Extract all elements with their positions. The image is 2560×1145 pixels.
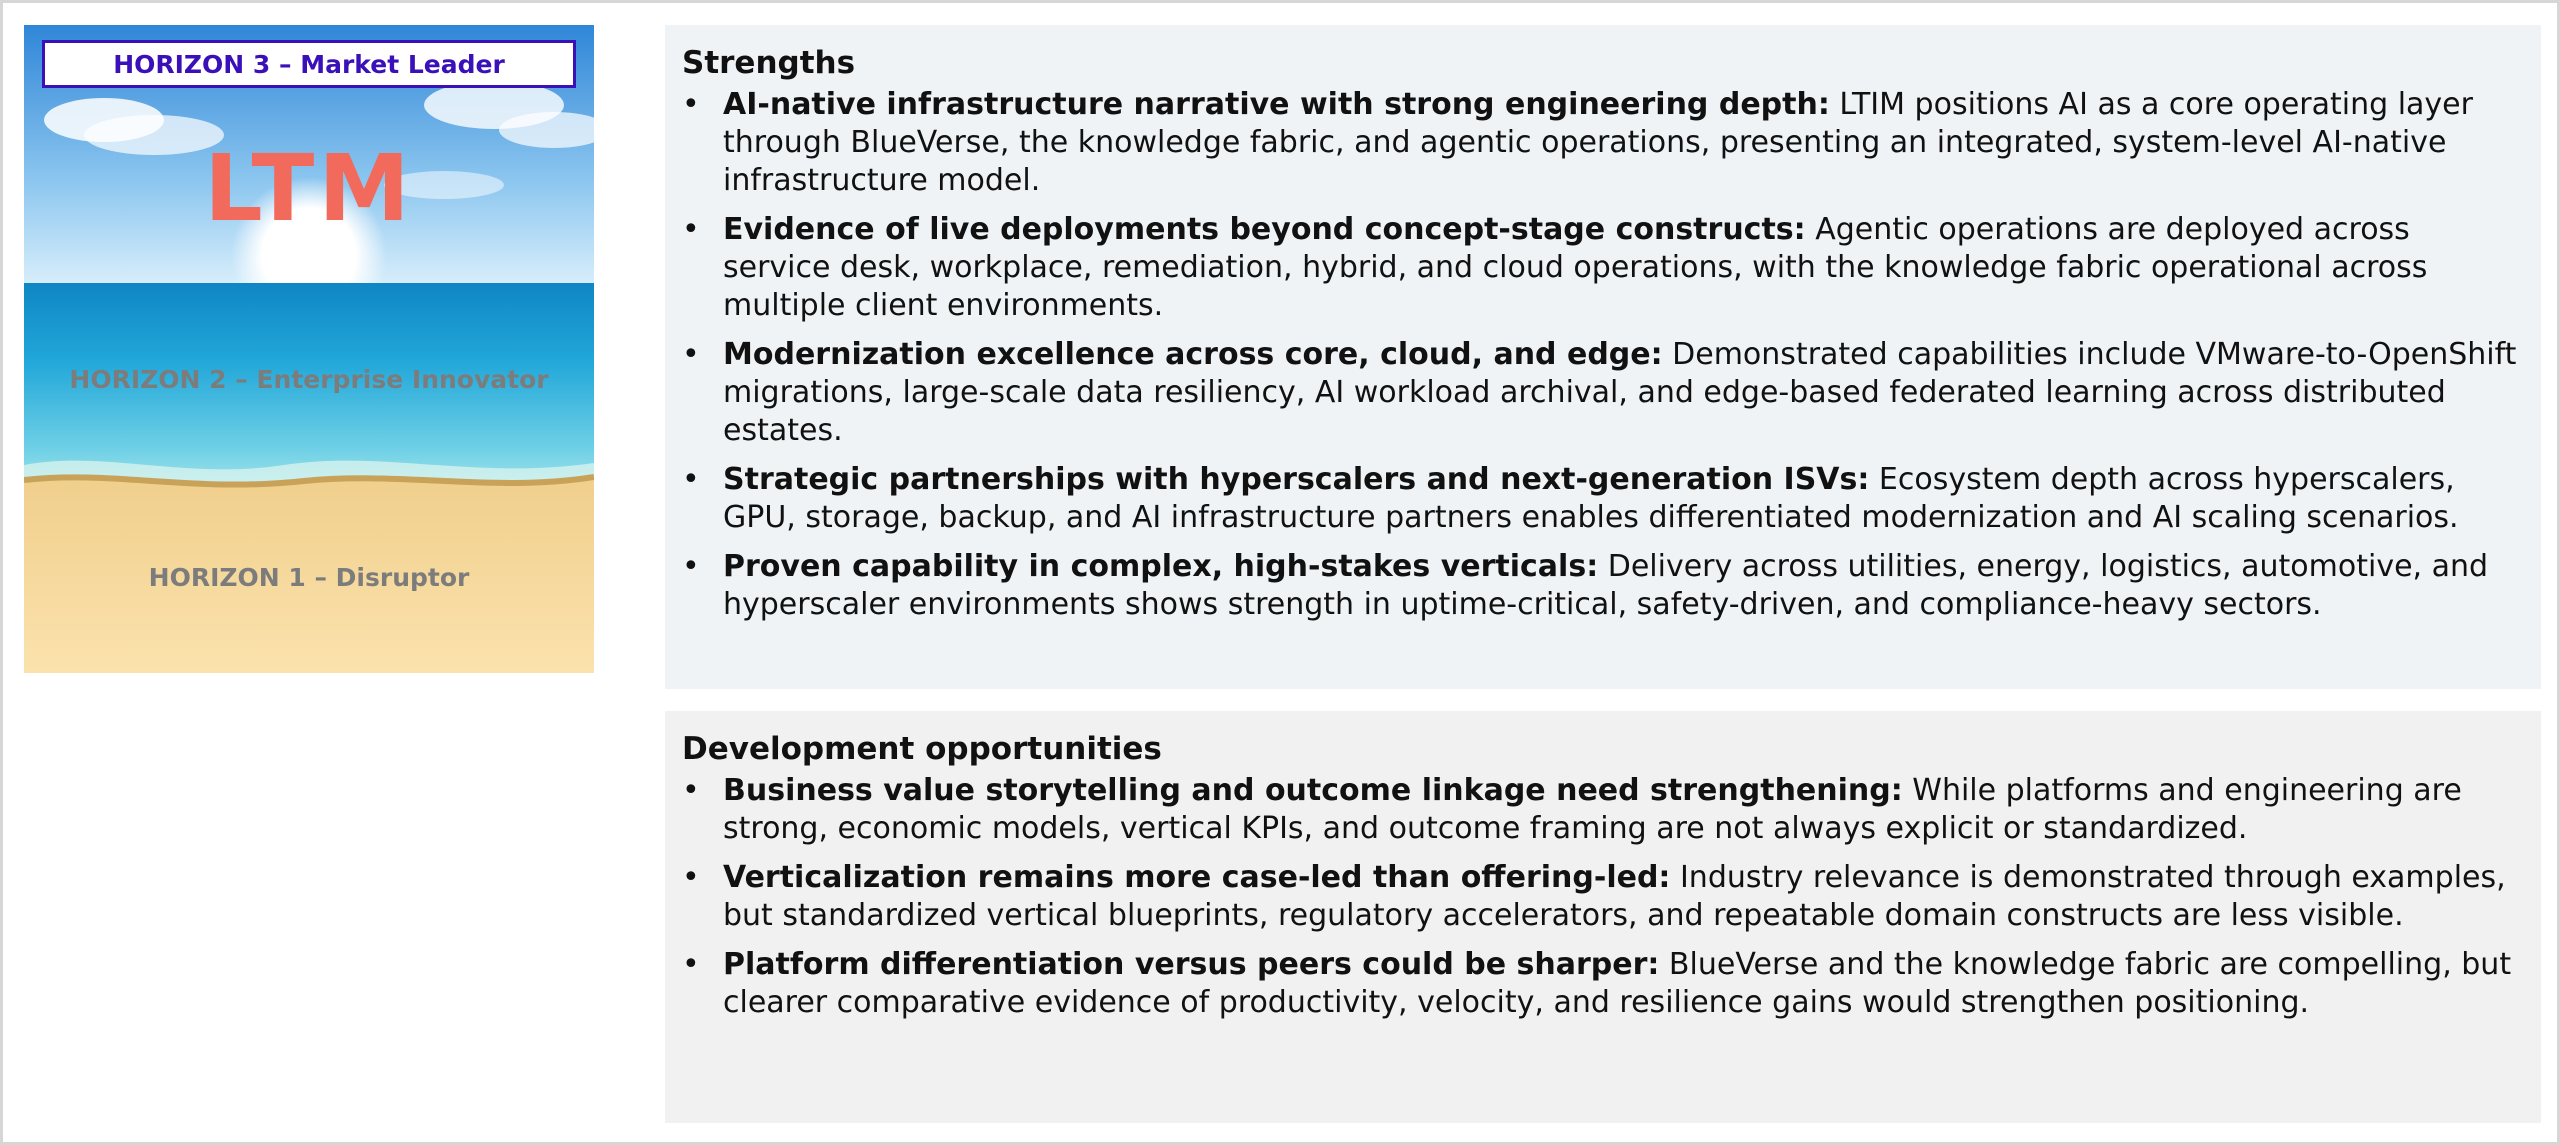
strengths-title: Strengths [682,45,856,81]
horizon-2-label: HORIZON 2 – Enterprise Innovator [69,365,549,394]
horizon-graphic [24,25,594,673]
item-text: Ecosystem depth across hyperscalers, GPU, storage, backup, and AI infrastructure partners enables differentiated modernization and AI scaling scenarios. [723,462,2459,535]
bullet-icon: • [682,462,700,497]
bullet-icon: • [682,773,700,808]
bullet-icon: • [682,337,700,372]
item-lead: Verticalization remains more case-led than offering-led: [723,860,1671,895]
item-lead: Business value storytelling and outcome linkage need strengthening: [723,773,1903,808]
list-item [682,548,2523,624]
list-item [682,211,2523,325]
item-lead: Modernization excellence across core, cloud, and edge: [723,337,1663,372]
development-title: Development opportunities [682,731,1162,767]
item-text: Industry relevance is demonstrated through examples, but standardized vertical blueprints, regulatory accelerators, and repeatable domain constructs are less visible. [723,860,2506,933]
list-item [682,86,2523,200]
strengths-list [682,86,2523,624]
horizon-3-label: HORIZON 3 – Market Leader [42,40,576,88]
bullet-icon: • [682,87,700,122]
strengths-panel [665,25,2541,689]
list-item [682,336,2523,450]
list-item [682,772,2523,848]
item-text: While platforms and engineering are strong, economic models, vertical KPIs, and outcome framing are not always explicit or standardized. [723,773,2462,846]
item-lead: Strategic partnerships with hyperscalers and next-generation ISVs: [723,462,1870,497]
bullet-icon: • [682,212,700,247]
list-item [682,946,2523,1022]
item-lead: Evidence of live deployments beyond concept-stage constructs: [723,212,1806,247]
company-logo: LTM [204,135,414,242]
item-text: Delivery across utilities, energy, logistics, automotive, and hyperscaler environments shows strength in uptime-critical, safety-driven, and compliance-heavy sectors. [723,549,2489,622]
item-text: Demonstrated capabilities include VMware-to-OpenShift migrations, large-scale data resiliency, AI workload archival, and edge-based federated learning across distributed estates. [723,337,2517,448]
list-item [682,859,2523,935]
item-lead: Platform differentiation versus peers could be sharper: [723,947,1660,982]
item-lead: Proven capability in complex, high-stakes verticals: [723,549,1599,584]
horizon-1-label: HORIZON 1 – Disruptor [148,563,470,592]
item-text: BlueVerse and the knowledge fabric are compelling, but clearer comparative evidence of productivity, velocity, and resilience gains would strengthen positioning. [723,947,2512,1020]
bullet-icon: • [682,549,700,584]
item-text: LTIM positions AI as a core operating layer through BlueVerse, the knowledge fabric, and agentic operations, presenting an integrated, system-level AI-native infrastructure model. [723,87,2473,198]
list-item [682,461,2523,537]
item-text: Agentic operations are deployed across service desk, workplace, remediation, hybrid, and cloud operations, with the knowledge fabric operational across multiple client environments. [723,212,2428,323]
item-lead: AI-native infrastructure narrative with strong engineering depth: [723,87,1830,122]
bullet-icon: • [682,860,700,895]
development-panel [665,711,2541,1123]
development-list [682,772,2523,1022]
bullet-icon: • [682,947,700,982]
